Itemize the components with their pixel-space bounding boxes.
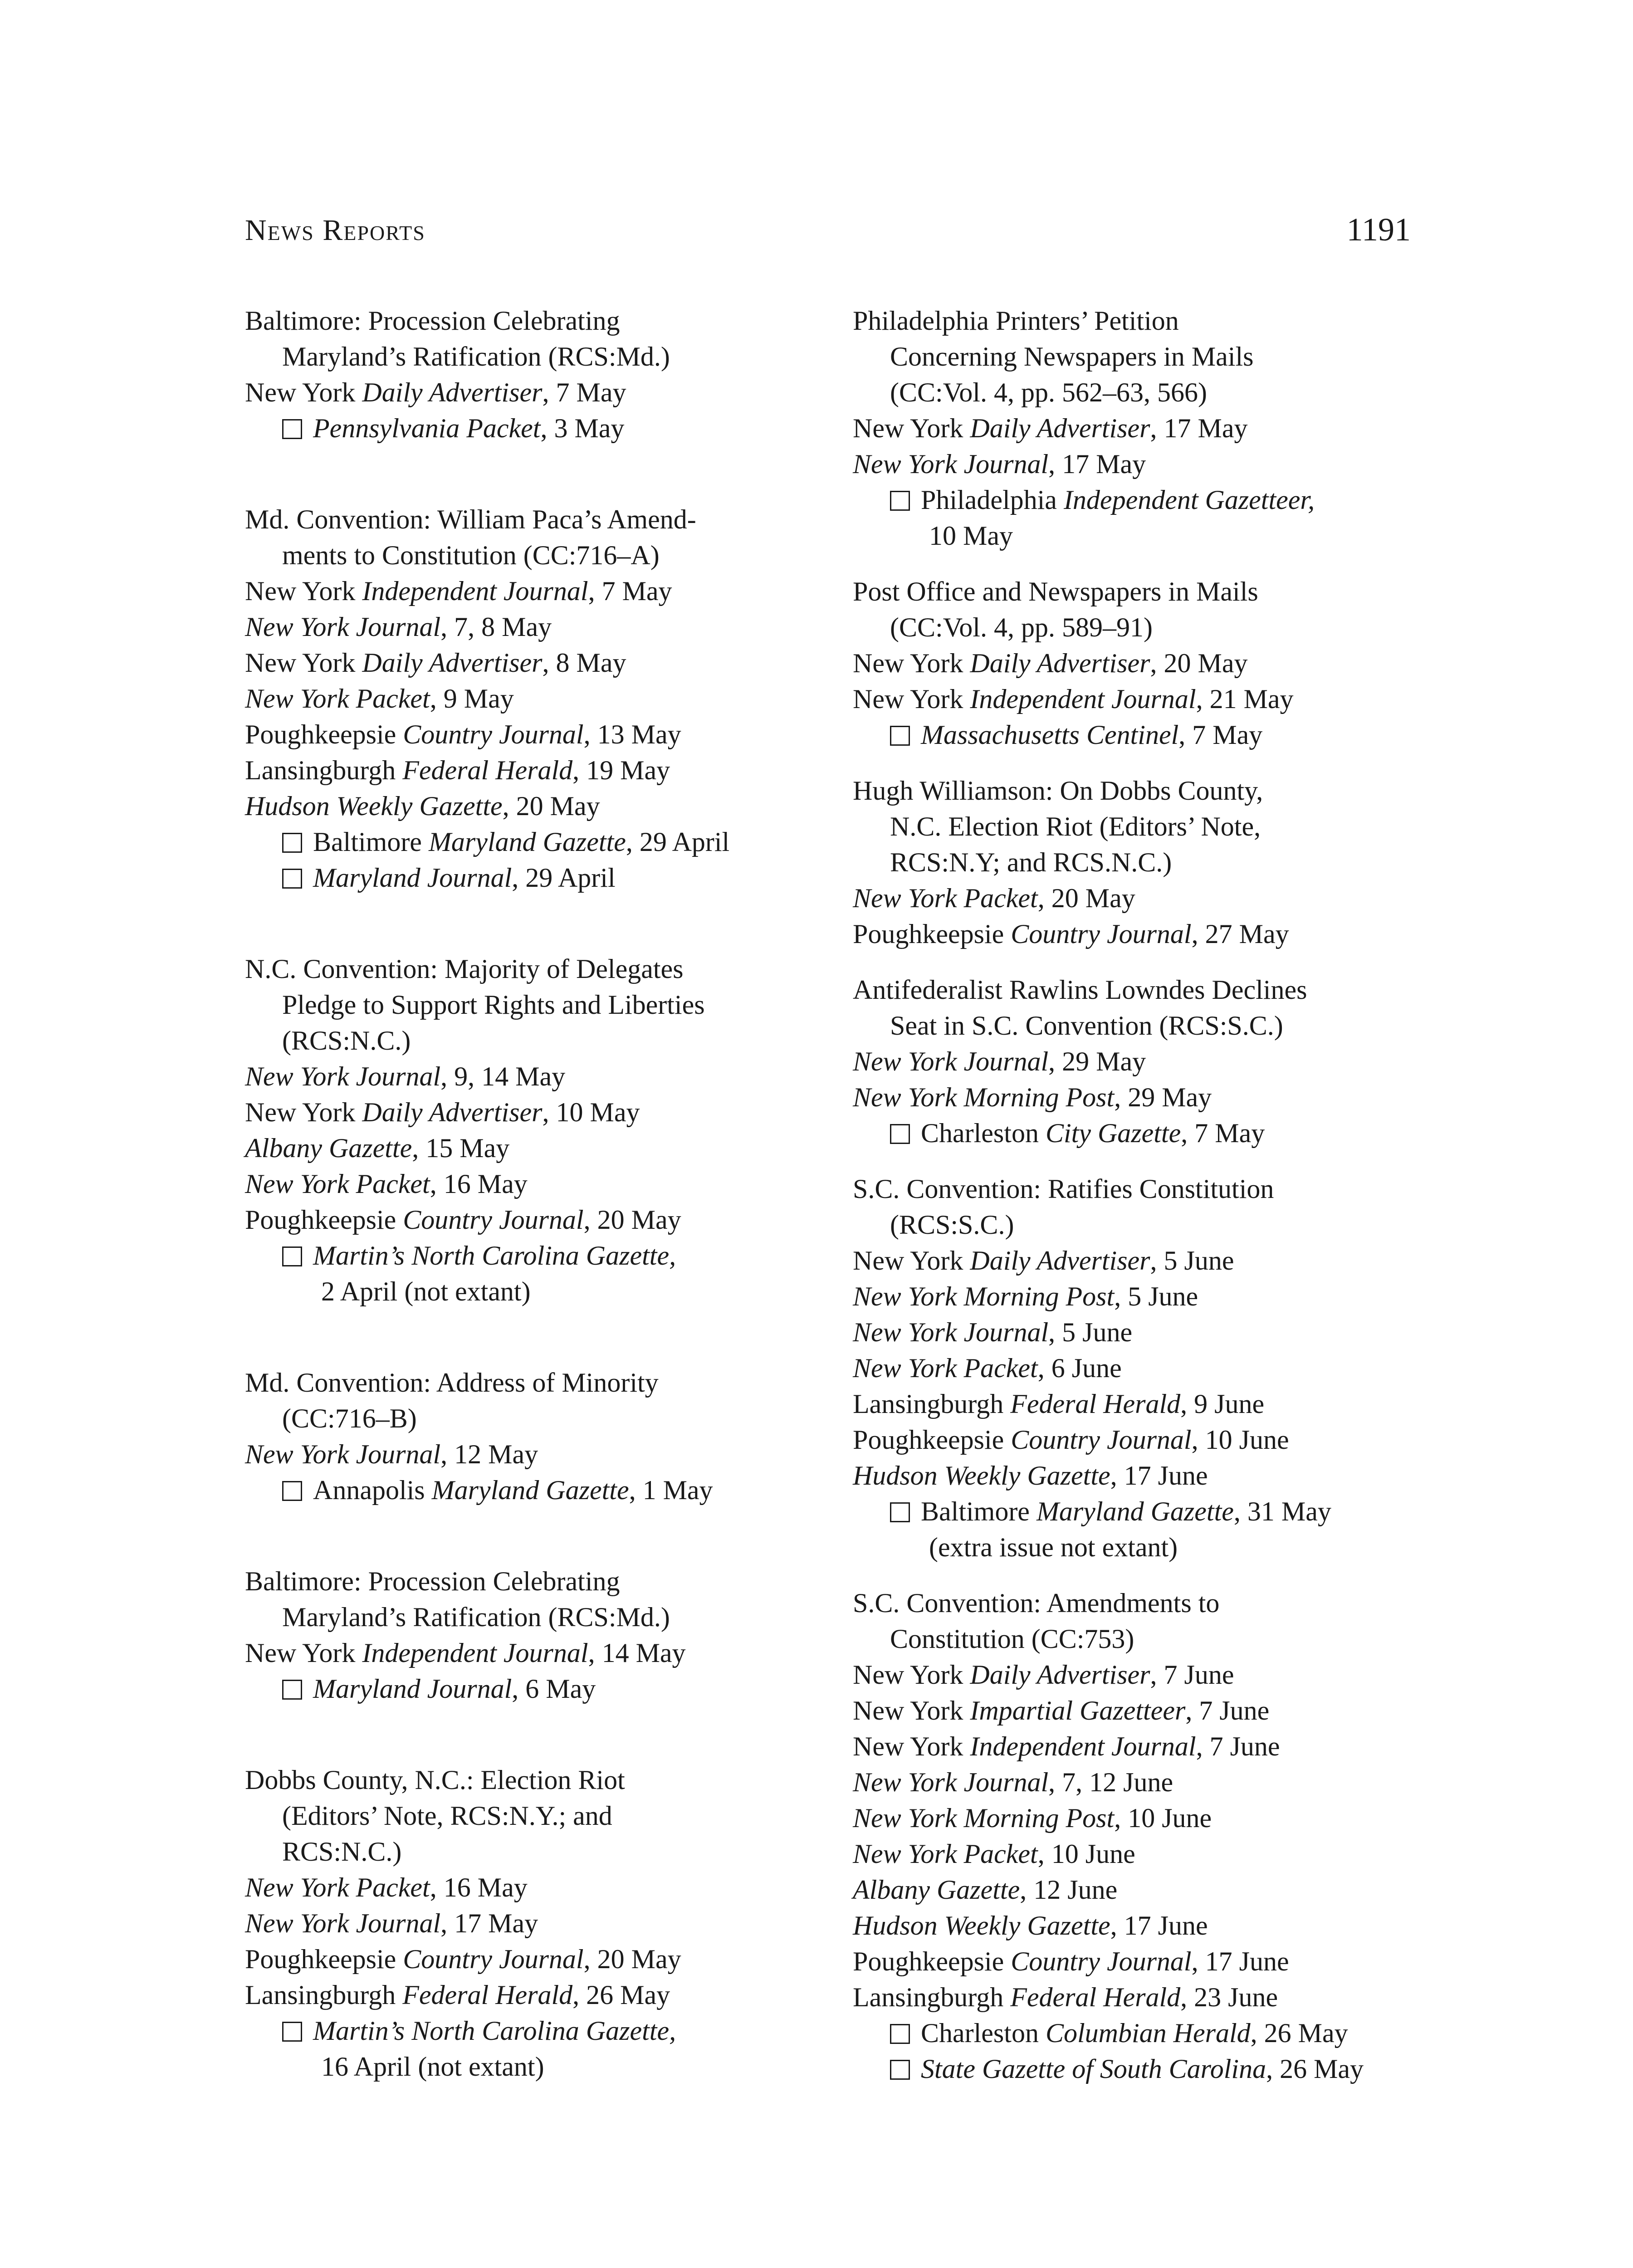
newspaper-title: City Gazette [1045, 1118, 1181, 1148]
reprint-source [245, 375, 816, 411]
checkbox-square-icon [282, 2022, 302, 2042]
reprint-source [245, 788, 816, 824]
reprint-source [245, 717, 816, 753]
original-source [853, 717, 1424, 753]
date-text: , 17 June [1110, 1461, 1208, 1491]
date-text: , 20 May [1150, 648, 1248, 678]
date-text: , 29 May [1114, 1082, 1212, 1112]
newspaper-title: Maryland Gazette [1036, 1496, 1234, 1526]
date-text: , 9 June [1180, 1389, 1265, 1419]
reprint-source [853, 1350, 1424, 1386]
entry-title [245, 951, 816, 1059]
reprint-source [853, 1800, 1424, 1836]
text-run: Baltimore [921, 1496, 1037, 1526]
newspaper-title: Hudson Weekly Gazette [245, 791, 503, 821]
newspaper-title: Federal Herald [1010, 1982, 1181, 2012]
entry-title [245, 1762, 816, 1870]
reprint-source [853, 1044, 1424, 1080]
entry-title-line: Antifederalist Rawlins Lowndes Declines [853, 975, 1307, 1005]
date-text: , 7, 8 May [440, 612, 552, 642]
original-source [853, 2051, 1424, 2087]
entry-title [245, 502, 816, 573]
entry-title-line: Md. Convention: Address of Minority [245, 1368, 659, 1398]
newspaper-title: Independent Journal [362, 576, 588, 606]
entry-title-line: Constitution (CC:753) [890, 1624, 1134, 1654]
text-run: Poughkeepsie [853, 1425, 1011, 1455]
newspaper-title: Independent Journal [362, 1638, 588, 1668]
checkbox-square-icon [890, 2060, 910, 2080]
newspaper-title: New York Packet [245, 684, 430, 714]
date-text: , 26 May [572, 1980, 670, 2010]
text-run: Lansingburgh [245, 1980, 403, 2010]
date-text: , 15 May [412, 1133, 510, 1163]
newspaper-title: Hudson Weekly Gazette [853, 1911, 1110, 1941]
reprint-source [245, 1095, 816, 1130]
newspaper-title: New York Packet [853, 1839, 1038, 1869]
reprint-source [245, 609, 816, 645]
entry-title [853, 972, 1424, 1044]
date-text: , 26 May [1250, 2018, 1348, 2048]
reprint-source [853, 880, 1424, 916]
entry-title [245, 303, 816, 375]
text-run: New York [853, 1731, 970, 1761]
original-source [245, 1472, 816, 1508]
left-column [245, 303, 816, 2085]
reprint-source [853, 681, 1424, 717]
newspaper-title: Federal Herald [402, 755, 573, 785]
date-text: , 7 May [542, 377, 626, 407]
text-run: New York [853, 1660, 970, 1690]
original-source [245, 860, 816, 896]
text-run: 2 April (not extant) [321, 1276, 531, 1306]
report-entry [245, 303, 816, 446]
date-text: , 13 May [583, 719, 681, 749]
newspaper-title: New York Morning Post [853, 1281, 1115, 1311]
newspaper-title: Daily Advertiser [970, 1660, 1150, 1690]
text-run: (extra issue not extant) [929, 1532, 1178, 1562]
newspaper-title: Maryland Journal [313, 863, 512, 893]
checkbox-square-icon [282, 1246, 302, 1266]
newspaper-title: Albany Gazette [245, 1133, 412, 1163]
reprint-source [245, 681, 816, 717]
entry-title-line: (CC:Vol. 4, pp. 589–91) [890, 612, 1153, 642]
entry-title-line: Maryland’s Ratification (RCS:Md.) [282, 1602, 670, 1632]
date-text: , 8 May [542, 648, 626, 678]
newspaper-title: Daily Advertiser [362, 1097, 543, 1127]
original-source [245, 1671, 816, 1707]
newspaper-title: Daily Advertiser [970, 648, 1150, 678]
reprint-source [853, 1908, 1424, 1944]
report-entry [245, 1564, 816, 1707]
checkbox-square-icon [282, 1481, 302, 1501]
reprint-source [853, 1422, 1424, 1458]
date-text: , 17 May [440, 1908, 538, 1938]
newspaper-title: Independent Journal [970, 684, 1196, 714]
entry-title-line: Pledge to Support Rights and Liberties [282, 990, 705, 1020]
original-source [245, 411, 816, 446]
reprint-source [245, 753, 816, 788]
date-text: , 20 May [502, 791, 600, 821]
newspaper-title: Country Journal [1011, 1425, 1192, 1455]
date-text: , 14 May [588, 1638, 686, 1668]
reprint-source [853, 916, 1424, 952]
entry-title-line: Concerning Newspapers in Mails [890, 342, 1254, 371]
newspaper-title: Daily Advertiser [970, 413, 1150, 443]
newspaper-title: Pennsylvania Packet [313, 413, 541, 443]
original-source-continuation [282, 1274, 816, 1310]
text-run: New York [853, 413, 970, 443]
entry-title [853, 773, 1424, 880]
date-text: , 1 May [629, 1475, 713, 1505]
entry-title-line: S.C. Convention: Ratifies Constitution [853, 1174, 1274, 1204]
reprint-source [245, 1202, 816, 1238]
newspaper-title: Daily Advertiser [970, 1246, 1150, 1276]
entry-title-line: N.C. Election Riot (Editors’ Note, [890, 811, 1261, 841]
original-source-continuation [890, 1530, 1424, 1565]
newspaper-title: Country Journal [403, 1944, 584, 1974]
entry-title-line: ments to Constitution (CC:716–A) [282, 540, 660, 570]
date-text: , 7 June [1185, 1696, 1270, 1725]
text-run: New York [245, 1097, 362, 1127]
report-entry [245, 1762, 816, 2085]
newspaper-title: Albany Gazette [853, 1875, 1020, 1905]
text-run: 10 May [929, 521, 1013, 551]
date-text: , 10 June [1037, 1839, 1135, 1869]
newspaper-title: Columbian Herald [1045, 2018, 1251, 2048]
checkbox-square-icon [890, 491, 910, 511]
date-text: , 17 May [1150, 413, 1248, 443]
newspaper-title: Federal Herald [402, 1980, 573, 2010]
text-run: New York [245, 1638, 362, 1668]
text-run: Poughkeepsie [853, 1946, 1011, 1976]
report-entry [853, 1171, 1424, 1565]
checkbox-square-icon [282, 833, 302, 853]
reprint-source [853, 1836, 1424, 1872]
entry-title-line: Baltimore: Procession Celebrating [245, 306, 620, 336]
newspaper-title: Country Journal [1011, 1946, 1192, 1976]
text-run: Philadelphia [921, 485, 1064, 515]
original-source [245, 824, 816, 860]
date-text: , 10 May [542, 1097, 640, 1127]
report-entry [245, 951, 816, 1310]
checkbox-square-icon [890, 1502, 910, 1522]
date-text: , 9 May [430, 684, 514, 714]
reprint-source [245, 1130, 816, 1166]
text-run: New York [853, 1696, 970, 1725]
newspaper-title: State Gazette of South Carolina [921, 2054, 1266, 2084]
entry-title-line: S.C. Convention: Amendments to [853, 1588, 1220, 1618]
newspaper-title: Country Journal [1011, 919, 1192, 949]
reprint-source [245, 1437, 816, 1472]
date-text: , 29 April [512, 863, 616, 893]
newspaper-title: New York Packet [245, 1872, 430, 1902]
reprint-source [245, 1166, 816, 1202]
text-run: New York [853, 1246, 970, 1276]
report-entry [853, 574, 1424, 753]
newspaper-title: Maryland Gazette [431, 1475, 629, 1505]
date-text: , 21 May [1196, 684, 1294, 714]
date-text: , 12 June [1020, 1875, 1118, 1905]
newspaper-title: Hudson Weekly Gazette [853, 1461, 1110, 1491]
reprint-source [853, 1765, 1424, 1800]
entry-title-line: Hugh Williamson: On Dobbs County, [853, 776, 1263, 806]
reprint-source [853, 1657, 1424, 1693]
newspaper-title: Country Journal [403, 719, 584, 749]
report-entry [245, 1365, 816, 1508]
reprint-source [245, 1977, 816, 2013]
date-text: , 7 May [1178, 720, 1263, 750]
newspaper-title: New York Morning Post [853, 1082, 1115, 1112]
newspaper-title: Daily Advertiser [362, 377, 543, 407]
entry-title-line: RCS:N.C.) [282, 1837, 402, 1867]
date-text: , 3 May [540, 413, 625, 443]
date-text: , 5 June [1048, 1317, 1133, 1347]
date-text: , 7 May [588, 576, 672, 606]
newspaper-title: Martin’s North Carolina Gazette, [313, 1241, 676, 1271]
entry-title [245, 1365, 816, 1437]
newspaper-title: Independent Journal [970, 1731, 1196, 1761]
entry-title-line: Baltimore: Procession Celebrating [245, 1566, 620, 1596]
date-text: , 17 June [1110, 1911, 1208, 1941]
date-text: , 23 June [1180, 1982, 1278, 2012]
entry-title-line: (RCS:S.C.) [890, 1210, 1014, 1240]
date-text: , 12 May [440, 1439, 538, 1469]
entry-title [245, 1564, 816, 1635]
date-text: , 9, 14 May [440, 1061, 566, 1091]
reprint-source [853, 1279, 1424, 1315]
original-source [853, 482, 1424, 554]
original-source [245, 1238, 816, 1310]
checkbox-square-icon [890, 726, 910, 746]
date-text: , 6 May [512, 1674, 596, 1704]
text-run: Lansingburgh [853, 1389, 1011, 1419]
reprint-source [245, 1941, 816, 1977]
entry-title-line: (Editors’ Note, RCS:N.Y.; and [282, 1801, 612, 1831]
date-text: , 29 May [1048, 1046, 1146, 1076]
entry-title [853, 303, 1424, 411]
date-text: , 16 May [430, 1169, 528, 1199]
reprint-source [853, 1872, 1424, 1908]
reprint-source [853, 1386, 1424, 1422]
newspaper-title: New York Packet [853, 883, 1038, 913]
checkbox-square-icon [282, 1680, 302, 1700]
text-run: Annapolis [313, 1475, 432, 1505]
original-source [853, 1494, 1424, 1565]
report-entry [853, 972, 1424, 1151]
date-text: , 20 May [583, 1205, 681, 1235]
date-text: , 7, 12 June [1048, 1767, 1173, 1797]
original-source [245, 2013, 816, 2085]
newspaper-title: Maryland Gazette [428, 827, 626, 857]
entry-title [853, 574, 1424, 645]
date-text: , 5 June [1150, 1246, 1234, 1276]
newspaper-title: New York Journal [245, 1439, 441, 1469]
newspaper-title: New York Packet [853, 1353, 1038, 1383]
date-text: , 7 June [1196, 1731, 1280, 1761]
newspaper-title: Maryland Journal [313, 1674, 512, 1704]
reprint-source [853, 1243, 1424, 1279]
text-run: Charleston [921, 2018, 1046, 2048]
reprint-source [853, 1458, 1424, 1494]
entry-title-line: Dobbs County, N.C.: Election Riot [245, 1765, 625, 1795]
date-text: , 27 May [1191, 919, 1289, 949]
newspaper-title: New York Journal [853, 1046, 1049, 1076]
checkbox-square-icon [890, 1124, 910, 1144]
newspaper-title: Federal Herald [1010, 1389, 1181, 1419]
reprint-source [853, 1980, 1424, 2015]
original-source [853, 2015, 1424, 2051]
text-run: Lansingburgh [853, 1982, 1011, 2012]
date-text: , 29 April [626, 827, 730, 857]
date-text: , 17 June [1191, 1946, 1289, 1976]
newspaper-title: Massachusetts Centinel [921, 720, 1179, 750]
date-text: , 10 June [1114, 1803, 1212, 1833]
reprint-source [245, 1870, 816, 1906]
entry-title-line: Maryland’s Ratification (RCS:Md.) [282, 342, 670, 371]
report-entry [853, 1585, 1424, 2087]
newspaper-title: New York Journal [853, 449, 1049, 479]
newspaper-title: New York Journal [853, 1317, 1049, 1347]
right-column [853, 303, 1424, 2087]
text-run: New York [245, 377, 362, 407]
text-run: New York [245, 648, 362, 678]
reprint-source [853, 1729, 1424, 1765]
date-text: , 5 June [1114, 1281, 1198, 1311]
text-run: Poughkeepsie [853, 919, 1011, 949]
date-text: , 20 May [1037, 883, 1135, 913]
reprint-source [245, 573, 816, 609]
newspaper-title: Country Journal [403, 1205, 584, 1235]
date-text: , 26 May [1266, 2054, 1364, 2084]
text-run: Poughkeepsie [245, 1944, 403, 1974]
date-text: , 19 May [572, 755, 670, 785]
text-run: New York [853, 684, 970, 714]
newspaper-title: New York Journal [245, 612, 441, 642]
entry-title-line: Philadelphia Printers’ Petition [853, 306, 1179, 336]
reprint-source [245, 1906, 816, 1941]
running-head: News Reports [245, 214, 425, 247]
reprint-source [853, 446, 1424, 482]
checkbox-square-icon [890, 2024, 910, 2044]
date-text: , 31 May [1233, 1496, 1331, 1526]
entry-title-line: Seat in S.C. Convention (RCS:S.C.) [890, 1011, 1283, 1041]
checkbox-square-icon [282, 419, 302, 439]
report-entry [853, 303, 1424, 554]
date-text: , 20 May [583, 1944, 681, 1974]
newspaper-title: New York Journal [245, 1061, 441, 1091]
newspaper-title: Impartial Gazetteer [970, 1696, 1186, 1725]
text-run: Charleston [921, 1118, 1046, 1148]
reprint-source [853, 1693, 1424, 1729]
date-text: , 10 June [1191, 1425, 1289, 1455]
newspaper-title: Independent Gazetteer, [1063, 485, 1315, 515]
original-source-continuation [890, 518, 1424, 554]
newspaper-title: New York Journal [245, 1908, 441, 1938]
entry-title-line: (CC:Vol. 4, pp. 562–63, 566) [890, 377, 1207, 407]
reprint-source [245, 1059, 816, 1095]
reprint-source [245, 645, 816, 681]
original-source-continuation [282, 2049, 816, 2085]
date-text: , 17 May [1048, 449, 1146, 479]
entry-title-line: (CC:716–B) [282, 1403, 417, 1433]
report-entry [245, 502, 816, 896]
checkbox-square-icon [282, 869, 302, 889]
reprint-source [245, 1635, 816, 1671]
entry-title [853, 1585, 1424, 1657]
text-run: Baltimore [313, 827, 429, 857]
reprint-source [853, 411, 1424, 446]
date-text: , 6 June [1037, 1353, 1122, 1383]
reprint-source [853, 1315, 1424, 1350]
reprint-source [853, 1080, 1424, 1115]
date-text: , 16 May [430, 1872, 528, 1902]
entry-title-line: RCS:N.Y; and RCS.N.C.) [890, 847, 1172, 877]
date-text: , 7 May [1181, 1118, 1265, 1148]
text-run: Poughkeepsie [245, 719, 403, 749]
newspaper-title: New York Morning Post [853, 1803, 1115, 1833]
report-entry [853, 773, 1424, 952]
original-source [853, 1115, 1424, 1151]
entry-title [853, 1171, 1424, 1243]
newspaper-title: Martin’s North Carolina Gazette, [313, 2016, 676, 2046]
newspaper-title: New York Journal [853, 1767, 1049, 1797]
date-text: , 7 June [1150, 1660, 1234, 1690]
entry-title-line: Post Office and Newspapers in Mails [853, 577, 1258, 606]
reprint-source [853, 1944, 1424, 1980]
newspaper-title: Daily Advertiser [362, 648, 543, 678]
text-run: 16 April (not extant) [321, 2052, 544, 2082]
newspaper-title: New York Packet [245, 1169, 430, 1199]
text-run: Lansingburgh [245, 755, 403, 785]
text-run: New York [245, 576, 362, 606]
entry-title-line: N.C. Convention: Majority of Delegates [245, 954, 684, 984]
entry-title-line: (RCS:N.C.) [282, 1026, 411, 1056]
text-run: Poughkeepsie [245, 1205, 403, 1235]
entry-title-line: Md. Convention: William Paca’s Amend- [245, 504, 696, 534]
reprint-source [853, 645, 1424, 681]
page-number: 1191 [1346, 211, 1411, 248]
text-run: New York [853, 648, 970, 678]
